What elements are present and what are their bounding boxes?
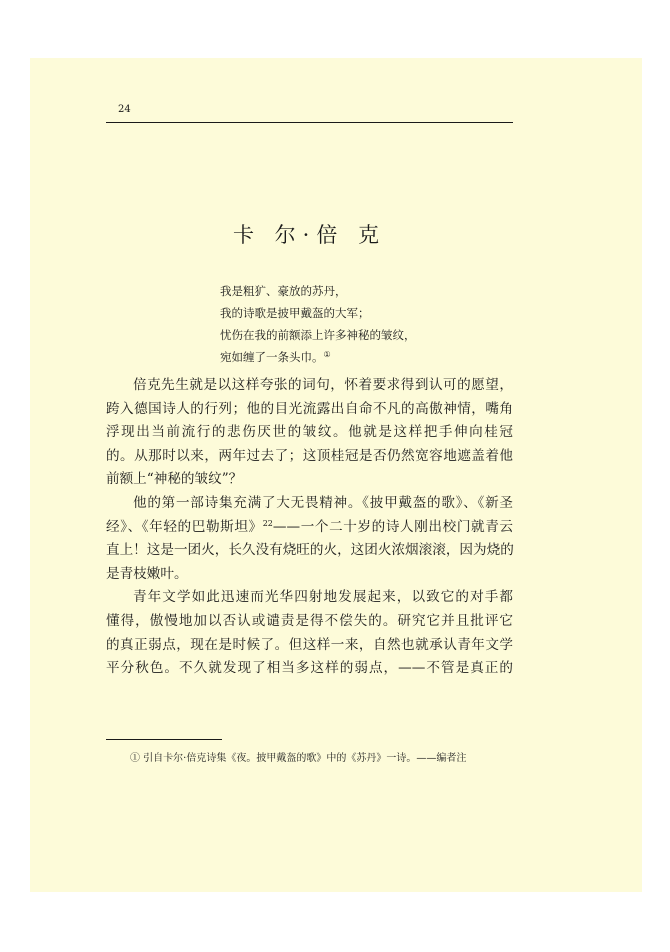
paragraph-2-line: 直上！这是一团火，长久没有烧旺的火，这团火浓烟滚滚，因为烧的 <box>106 542 514 559</box>
epigraph <box>220 280 500 368</box>
chapter-title: 卡 尔·倍 克 <box>232 223 387 247</box>
epigraph-line-text: 宛如缠了一条头巾。 <box>220 350 324 364</box>
footnote-rule <box>106 739 222 740</box>
footnote: ① 引自卡尔·倍克诗集《夜。披甲戴盔的歌》中的《苏丹》一诗。——编者注 <box>130 753 467 764</box>
paragraph-3-line: 懂得，傲慢地加以否认或谴责是得不偿失的。研究它并且批评它 <box>106 612 513 629</box>
paragraph-3-line: 的真正弱点，现在是时候了。但这样一来，自然也就承认青年文学 <box>106 636 513 653</box>
paragraph-1-line: 跨入德国诗人的行列；他的目光流露出自命不凡的高傲神情，嘴角 <box>106 400 513 417</box>
paragraph-1-line: 前额上“神秘的皱纹”？ <box>106 471 243 488</box>
footnote-reference-1: ① <box>323 350 331 359</box>
paragraph-2-line: 是青枝嫩叶。 <box>106 565 188 582</box>
paragraph-1-line: 倍克先生就是以这样夸张的词句，怀着要求得到认可的愿望， <box>133 377 513 393</box>
epigraph-line: 我是粗犷、豪放的苏丹， <box>220 284 347 298</box>
paragraph-1-line: 浮现出当前流行的悲伤厌世的皱纹。他就是这样把手伸向桂冠 <box>106 424 513 441</box>
body-text <box>106 374 513 681</box>
paragraph-2-line <box>106 516 513 540</box>
paragraph-3-line: 平分秋色。不久就发现了相当多这样的弱点，——不管是真正的 <box>106 660 513 677</box>
epigraph-line-last <box>220 346 500 368</box>
endnote-reference-22: 22 <box>262 518 273 528</box>
paragraph-2-line-start: 经》、《年轻的巴勒斯坦》 <box>106 518 263 535</box>
paragraph-3-line: 青年文学如此迅速而光华四射地发展起来，以致它的对手都 <box>133 589 513 606</box>
epigraph-line: 忧伤在我的前额添上许多神秘的皱纹， <box>220 328 416 342</box>
page-number: 24 <box>118 104 131 115</box>
paragraph-1-line: 的。从那时以来，两年过去了；这顶桂冠是否仍然宽容地遮盖着他 <box>106 447 513 464</box>
header-rule <box>106 122 513 123</box>
paragraph-2-line-end: ——一个二十岁的诗人刚出校门就青云 <box>272 518 513 535</box>
epigraph-line: 我的诗歌是披甲戴盔的大军； <box>220 306 370 320</box>
paragraph-2-line: 他的第一部诗集充满了大无畏精神。《披甲戴盔的歌》、《新圣 <box>133 494 513 511</box>
